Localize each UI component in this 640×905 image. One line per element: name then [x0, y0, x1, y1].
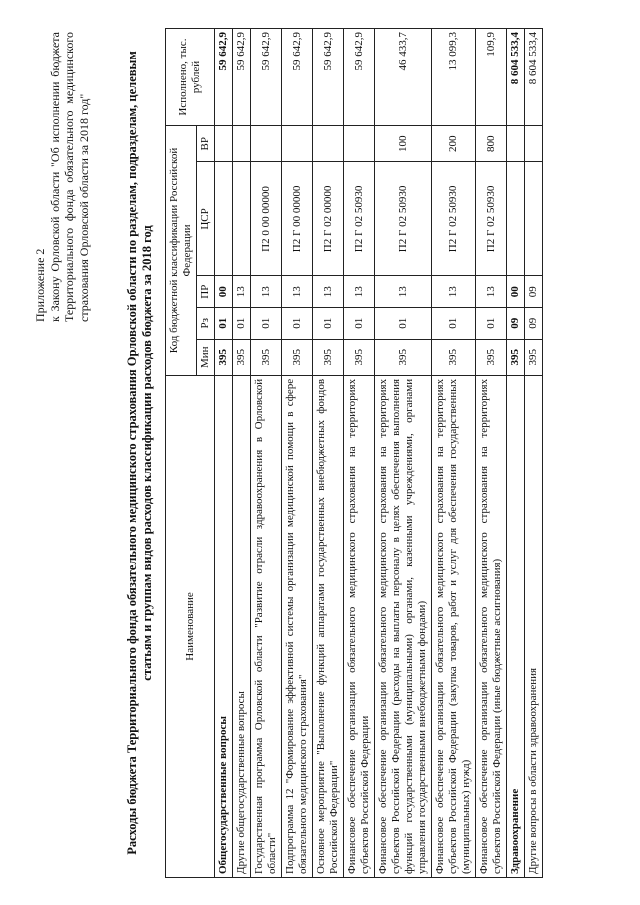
header-csr: ЦСР: [197, 162, 215, 276]
cell-csr: [507, 162, 525, 276]
cell-csr: П2 0 00 00000: [251, 162, 282, 276]
cell-name: Финансовое обеспечение организации обязательного медицинского страхования на территориях субъектов Российской Федерации: [344, 375, 375, 877]
cell-pr: 00: [215, 276, 233, 308]
header-executed: Исполнено, тыс. рублей: [166, 29, 215, 126]
cell-rz: 01: [233, 307, 251, 339]
budget-table: [165, 28, 543, 878]
cell-vr: 800: [476, 126, 507, 162]
cell-vr: [215, 126, 233, 162]
table-row: [282, 29, 313, 878]
table-row: [215, 29, 233, 878]
cell-pr: 13: [375, 276, 432, 308]
cell-min: 395: [375, 339, 432, 375]
cell-csr: П2 Г 00 00000: [282, 162, 313, 276]
cell-vr: [233, 126, 251, 162]
cell-name: Финансовое обеспечение организации обязательного медицинского страхования на территориях субъектов Российской Федерации (расходы на выплаты персоналу в целях обеспечения выполнения функций государственными (муниципальными) органами, казенными учреждениями, органами управления государственными внебюджетными фондами): [375, 375, 432, 877]
cell-min: 395: [282, 339, 313, 375]
cell-executed: 59 642,9: [282, 29, 313, 126]
cell-min: 395: [344, 339, 375, 375]
header-rz: Рз: [197, 307, 215, 339]
cell-csr: [233, 162, 251, 276]
table-row: [432, 29, 476, 878]
cell-vr: [344, 126, 375, 162]
cell-vr: [251, 126, 282, 162]
cell-rz: 01: [476, 307, 507, 339]
cell-name: Другие вопросы в области здравоохранения: [525, 375, 543, 877]
cell-name: Финансовое обеспечение организации обязательного медицинского страхования на территориях субъектов Российской Федерации (иные бюджетные ассигнования): [476, 375, 507, 877]
cell-rz: 01: [215, 307, 233, 339]
cell-csr: П2 Г 02 50930: [432, 162, 476, 276]
cell-executed: 59 642,9: [251, 29, 282, 126]
cell-min: 395: [476, 339, 507, 375]
cell-min: 395: [215, 339, 233, 375]
cell-executed: 59 642,9: [233, 29, 251, 126]
table-row: [313, 29, 344, 878]
cell-rz: 01: [375, 307, 432, 339]
cell-name: Подпрограмма 12 "Формирование эффективной системы организации медицинской помощи в сфере обязательного медицинского страхования": [282, 375, 313, 877]
table-row: [476, 29, 507, 878]
table-row: [507, 29, 525, 878]
cell-pr: 13: [251, 276, 282, 308]
appendix-note: [33, 32, 91, 322]
table-row: [251, 29, 282, 878]
cell-min: 395: [432, 339, 476, 375]
rotated-page: [25, 18, 615, 888]
cell-name: Государственная программа Орловской области "Развитие отрасли здравоохранения в Орловской области": [251, 375, 282, 877]
cell-pr: 00: [507, 276, 525, 308]
cell-csr: П2 Г 02 50930: [344, 162, 375, 276]
cell-executed: 46 433,7: [375, 29, 432, 126]
cell-vr: [525, 126, 543, 162]
cell-rz: 09: [507, 307, 525, 339]
table-row: [344, 29, 375, 878]
cell-rz: 01: [282, 307, 313, 339]
cell-csr: П2 Г 02 50930: [476, 162, 507, 276]
cell-csr: П2 Г 02 50930: [375, 162, 432, 276]
cell-name: Другие общегосударственные вопросы: [233, 375, 251, 877]
table-row: [375, 29, 432, 878]
header-name: Наименование: [166, 375, 215, 877]
cell-pr: 13: [282, 276, 313, 308]
document-title: Расходы бюджета Территориального фонда обязательного медицинского страхования Орловской области по разделам, подразделам, целевым статьям и группам видов расходов классификации расходов бюджета за 2018 год: [125, 51, 154, 855]
header-pr: ПР: [197, 276, 215, 308]
cell-vr: [282, 126, 313, 162]
cell-pr: 13: [344, 276, 375, 308]
header-min: Мин: [197, 339, 215, 375]
cell-executed: 8 604 533,4: [525, 29, 543, 126]
cell-pr: 09: [525, 276, 543, 308]
table-row: [233, 29, 251, 878]
cell-rz: 01: [251, 307, 282, 339]
cell-vr: [313, 126, 344, 162]
cell-min: 395: [251, 339, 282, 375]
table-body: [215, 29, 543, 878]
cell-rz: 09: [525, 307, 543, 339]
cell-executed: 8 604 533,4: [507, 29, 525, 126]
cell-vr: 100: [375, 126, 432, 162]
cell-pr: 13: [233, 276, 251, 308]
appendix-text: к Закону Орловской области "Об исполнении бюджета Территориального фонда обязательного медицинского страхования Орловской области за 2018 год": [47, 32, 91, 322]
cell-csr: П2 Г 02 00000: [313, 162, 344, 276]
header-code-group: Код бюджетной классификации Российской Федерации: [166, 126, 197, 376]
cell-csr: [525, 162, 543, 276]
cell-name: Общегосударственные вопросы: [215, 375, 233, 877]
cell-pr: 13: [313, 276, 344, 308]
cell-csr: [215, 162, 233, 276]
cell-executed: 59 642,9: [215, 29, 233, 126]
cell-min: 395: [525, 339, 543, 375]
cell-executed: 59 642,9: [313, 29, 344, 126]
cell-rz: 01: [313, 307, 344, 339]
appendix-title: Приложение 2: [33, 248, 47, 322]
cell-min: 395: [313, 339, 344, 375]
cell-min: 395: [233, 339, 251, 375]
cell-pr: 13: [432, 276, 476, 308]
header-vr: ВР: [197, 126, 215, 162]
cell-rz: 01: [344, 307, 375, 339]
cell-rz: 01: [432, 307, 476, 339]
cell-pr: 13: [476, 276, 507, 308]
cell-executed: 109,9: [476, 29, 507, 126]
cell-vr: 200: [432, 126, 476, 162]
cell-vr: [507, 126, 525, 162]
cell-name: Здравоохранение: [507, 375, 525, 877]
cell-name: Финансовое обеспечение организации обязательного медицинского страхования на территориях субъектов Российской Федерации (закупка товаров, работ и услуг для обеспечения государственных (муниципальных) нужд): [432, 375, 476, 877]
cell-executed: 59 642,9: [344, 29, 375, 126]
cell-name: Основное мероприятие "Выполнение функций аппаратами государственных внебюджетных фондов Российской Федерации": [313, 375, 344, 877]
table-row: [525, 29, 543, 878]
cell-executed: 13 099,3: [432, 29, 476, 126]
cell-min: 395: [507, 339, 525, 375]
